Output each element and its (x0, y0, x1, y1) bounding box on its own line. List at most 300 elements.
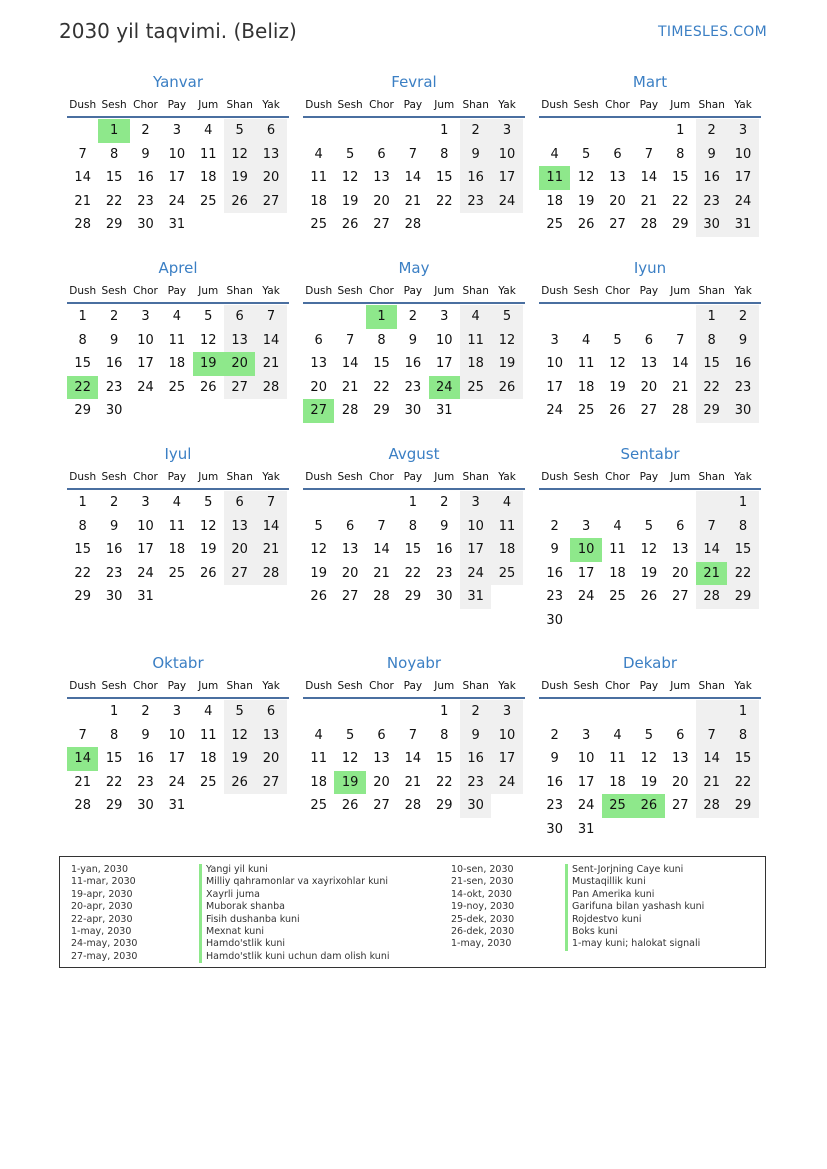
day-cell[interactable]: 8 (109, 727, 119, 743)
day-cell[interactable]: 2 (460, 700, 491, 724)
day-cell[interactable]: 5 (491, 305, 522, 329)
day-cell[interactable]: 17 (168, 170, 186, 185)
day-cell[interactable]: 4 (314, 146, 323, 162)
day-cell[interactable]: 29 (74, 403, 91, 418)
day-cell[interactable]: 11 (491, 515, 522, 539)
day-cell[interactable]: 6 (255, 700, 286, 724)
day-cell[interactable]: 20 (255, 166, 286, 190)
day-cell[interactable]: 13 (224, 329, 255, 353)
day-cell[interactable]: 23 (460, 190, 491, 214)
day-cell[interactable]: 2 (440, 495, 449, 510)
day-cell[interactable]: 19 (224, 747, 255, 771)
day-cell[interactable]: 23 (137, 193, 154, 209)
day-cell[interactable]: 11 (539, 166, 570, 190)
day-cell[interactable]: 26 (633, 794, 664, 818)
day-cell[interactable]: 13 (609, 170, 626, 185)
day-cell[interactable]: 17 (546, 379, 563, 395)
day-cell[interactable]: 28 (640, 217, 658, 232)
day-cell[interactable]: 21 (255, 352, 286, 376)
day-cell[interactable]: 30 (460, 794, 491, 818)
day-cell[interactable]: 1 (109, 704, 119, 719)
day-cell[interactable]: 26 (341, 217, 359, 232)
day-cell[interactable]: 25 (577, 403, 595, 418)
day-cell[interactable]: 29 (727, 585, 758, 609)
day-cell[interactable]: 10 (137, 332, 154, 348)
day-cell[interactable]: 6 (644, 332, 653, 348)
day-cell[interactable]: 25 (602, 794, 633, 818)
day-cell[interactable]: 24 (137, 565, 154, 581)
day-cell[interactable]: 30 (404, 403, 422, 418)
day-cell[interactable]: 25 (199, 193, 217, 209)
day-cell[interactable]: 23 (460, 771, 491, 795)
day-cell[interactable]: 7 (345, 332, 355, 348)
day-cell[interactable]: 9 (550, 542, 559, 557)
day-cell[interactable]: 5 (345, 727, 355, 743)
day-cell[interactable]: 2 (109, 495, 119, 510)
day-cell[interactable]: 26 (577, 217, 595, 232)
day-cell[interactable]: 4 (314, 727, 323, 743)
day-cell[interactable]: 3 (172, 704, 181, 719)
day-cell[interactable]: 31 (168, 798, 186, 813)
day-cell[interactable]: 15 (404, 542, 422, 557)
day-cell[interactable]: 22 (435, 774, 453, 790)
day-cell[interactable]: 1 (440, 123, 449, 138)
day-cell[interactable]: 21 (255, 538, 286, 562)
day-cell[interactable]: 13 (255, 143, 286, 167)
day-cell[interactable]: 17 (577, 565, 595, 581)
day-cell[interactable]: 15 (435, 170, 453, 185)
day-cell[interactable]: 30 (546, 612, 563, 628)
day-cell[interactable]: 9 (109, 332, 119, 348)
day-cell[interactable]: 21 (404, 193, 422, 209)
day-cell[interactable]: 8 (676, 146, 685, 162)
day-cell[interactable]: 14 (640, 170, 658, 185)
day-cell[interactable]: 23 (727, 376, 758, 400)
day-cell[interactable]: 25 (168, 565, 186, 581)
day-cell[interactable]: 19 (224, 166, 255, 190)
day-cell[interactable]: 9 (727, 329, 758, 353)
day-cell[interactable]: 3 (581, 727, 591, 743)
day-cell[interactable]: 20 (373, 193, 390, 209)
day-cell[interactable]: 24 (168, 774, 186, 790)
day-cell[interactable]: 18 (168, 356, 186, 371)
day-cell[interactable]: 6 (224, 491, 255, 515)
day-cell[interactable]: 27 (671, 798, 689, 813)
day-cell[interactable]: 17 (727, 166, 758, 190)
day-cell[interactable]: 10 (570, 538, 601, 562)
day-cell[interactable]: 3 (550, 332, 559, 348)
day-cell[interactable]: 21 (341, 379, 359, 395)
day-cell[interactable]: 24 (546, 403, 563, 418)
day-cell[interactable]: 19 (341, 193, 359, 209)
day-cell[interactable]: 3 (172, 123, 181, 138)
day-cell[interactable]: 27 (255, 190, 286, 214)
day-cell[interactable]: 31 (435, 403, 453, 418)
day-cell[interactable]: 25 (310, 798, 327, 813)
day-cell[interactable]: 12 (199, 518, 217, 534)
day-cell[interactable]: 12 (224, 143, 255, 167)
day-cell[interactable]: 4 (204, 123, 213, 138)
day-cell[interactable]: 7 (644, 146, 653, 162)
day-cell[interactable]: 18 (546, 193, 563, 209)
day-cell[interactable]: 6 (345, 518, 355, 534)
day-cell[interactable]: 7 (408, 146, 417, 162)
day-cell[interactable]: 27 (671, 589, 689, 604)
day-cell[interactable]: 15 (74, 542, 91, 557)
day-cell[interactable]: 12 (199, 332, 217, 348)
day-cell[interactable]: 4 (613, 518, 622, 534)
day-cell[interactable]: 23 (696, 190, 727, 214)
day-cell[interactable]: 12 (640, 542, 658, 557)
day-cell[interactable]: 14 (74, 170, 91, 185)
day-cell[interactable]: 19 (491, 352, 522, 376)
day-cell[interactable]: 13 (671, 542, 689, 557)
day-cell[interactable]: 28 (696, 794, 727, 818)
day-cell[interactable]: 10 (168, 146, 186, 162)
day-cell[interactable]: 10 (491, 143, 522, 167)
day-cell[interactable]: 9 (141, 727, 150, 743)
day-cell[interactable]: 16 (727, 352, 758, 376)
brand-logo-text[interactable]: TIMESLES.COM (658, 24, 767, 40)
day-cell[interactable]: 21 (640, 193, 658, 209)
day-cell[interactable]: 18 (609, 774, 626, 790)
day-cell[interactable]: 12 (310, 542, 327, 557)
day-cell[interactable]: 12 (224, 724, 255, 748)
day-cell[interactable]: 7 (255, 305, 286, 329)
day-cell[interactable]: 5 (314, 518, 323, 534)
day-cell[interactable]: 30 (137, 217, 154, 232)
day-cell[interactable]: 29 (105, 217, 123, 232)
day-cell[interactable]: 28 (373, 589, 390, 604)
day-cell[interactable]: 23 (105, 565, 123, 581)
day-cell[interactable]: 16 (404, 356, 422, 371)
day-cell[interactable]: 18 (199, 170, 217, 185)
day-cell[interactable]: 24 (429, 376, 460, 400)
day-cell[interactable]: 22 (435, 193, 453, 209)
day-cell[interactable]: 22 (727, 771, 758, 795)
day-cell[interactable]: 2 (460, 119, 491, 143)
day-cell[interactable]: 16 (546, 565, 563, 581)
day-cell[interactable]: 19 (199, 542, 217, 557)
day-cell[interactable]: 30 (435, 589, 453, 604)
day-cell[interactable]: 19 (609, 379, 626, 395)
day-cell[interactable]: 12 (609, 356, 626, 371)
day-cell[interactable]: 31 (727, 213, 758, 237)
day-cell[interactable]: 9 (460, 724, 491, 748)
day-cell[interactable]: 14 (255, 515, 286, 539)
day-cell[interactable]: 16 (696, 166, 727, 190)
day-cell[interactable]: 6 (255, 119, 286, 143)
day-cell[interactable]: 6 (613, 146, 622, 162)
day-cell[interactable]: 13 (671, 751, 689, 766)
day-cell[interactable]: 19 (577, 193, 595, 209)
day-cell[interactable]: 18 (310, 774, 327, 790)
day-cell[interactable]: 16 (460, 166, 491, 190)
day-cell[interactable]: 4 (491, 491, 522, 515)
day-cell[interactable]: 3 (440, 309, 449, 324)
day-cell[interactable]: 15 (696, 352, 727, 376)
day-cell[interactable]: 3 (141, 309, 150, 324)
day-cell[interactable]: 26 (224, 771, 255, 795)
day-cell[interactable]: 25 (168, 379, 186, 395)
day-cell[interactable]: 6 (676, 727, 685, 743)
day-cell[interactable]: 5 (224, 700, 255, 724)
day-cell[interactable]: 1 (676, 123, 685, 138)
day-cell[interactable]: 1 (727, 491, 758, 515)
day-cell[interactable]: 24 (137, 379, 154, 395)
day-cell[interactable]: 6 (377, 727, 386, 743)
day-cell[interactable]: 26 (224, 190, 255, 214)
day-cell[interactable]: 2 (141, 704, 150, 719)
day-cell[interactable]: 27 (609, 217, 626, 232)
day-cell[interactable]: 11 (168, 332, 186, 348)
day-cell[interactable]: 29 (74, 589, 91, 604)
day-cell[interactable]: 20 (255, 747, 286, 771)
day-cell[interactable]: 24 (460, 562, 491, 586)
day-cell[interactable]: 5 (204, 309, 213, 324)
day-cell[interactable]: 15 (74, 356, 91, 371)
day-cell[interactable]: 15 (727, 538, 758, 562)
day-cell[interactable]: 22 (373, 379, 390, 395)
day-cell[interactable]: 26 (640, 589, 658, 604)
day-cell[interactable]: 13 (341, 542, 359, 557)
day-cell[interactable]: 8 (696, 329, 727, 353)
day-cell[interactable]: 16 (105, 542, 123, 557)
day-cell[interactable]: 15 (105, 751, 123, 766)
day-cell[interactable]: 17 (137, 542, 154, 557)
day-cell[interactable]: 1 (98, 119, 129, 143)
day-cell[interactable]: 1 (408, 495, 417, 510)
day-cell[interactable]: 4 (613, 727, 622, 743)
day-cell[interactable]: 17 (168, 751, 186, 766)
day-cell[interactable]: 19 (334, 771, 365, 795)
day-cell[interactable]: 26 (609, 403, 626, 418)
day-cell[interactable]: 17 (460, 538, 491, 562)
day-cell[interactable]: 11 (168, 518, 186, 534)
day-cell[interactable]: 21 (74, 774, 91, 790)
day-cell[interactable]: 9 (460, 143, 491, 167)
day-cell[interactable]: 25 (609, 589, 626, 604)
day-cell[interactable]: 10 (435, 332, 453, 348)
day-cell[interactable]: 8 (78, 332, 87, 348)
day-cell[interactable]: 29 (727, 794, 758, 818)
day-cell[interactable]: 27 (255, 771, 286, 795)
day-cell[interactable]: 2 (408, 309, 417, 324)
day-cell[interactable]: 12 (577, 170, 595, 185)
day-cell[interactable]: 18 (168, 542, 186, 557)
day-cell[interactable]: 15 (727, 747, 758, 771)
day-cell[interactable]: 18 (609, 565, 626, 581)
day-cell[interactable]: 10 (577, 751, 595, 766)
day-cell[interactable]: 27 (373, 217, 390, 232)
day-cell[interactable]: 9 (440, 518, 449, 534)
day-cell[interactable]: 4 (172, 309, 181, 324)
day-cell[interactable]: 12 (640, 751, 658, 766)
day-cell[interactable]: 1 (696, 305, 727, 329)
day-cell[interactable]: 1 (366, 305, 397, 329)
day-cell[interactable]: 29 (435, 798, 453, 813)
day-cell[interactable]: 18 (310, 193, 327, 209)
day-cell[interactable]: 24 (577, 589, 595, 604)
day-cell[interactable]: 5 (581, 146, 591, 162)
day-cell[interactable]: 22 (696, 376, 727, 400)
day-cell[interactable]: 14 (671, 356, 689, 371)
day-cell[interactable]: 15 (671, 170, 689, 185)
day-cell[interactable]: 5 (204, 495, 213, 510)
day-cell[interactable]: 3 (491, 119, 522, 143)
day-cell[interactable]: 14 (255, 329, 286, 353)
day-cell[interactable]: 6 (377, 146, 386, 162)
day-cell[interactable]: 23 (105, 379, 123, 395)
day-cell[interactable]: 23 (137, 774, 154, 790)
day-cell[interactable]: 8 (440, 146, 449, 162)
day-cell[interactable]: 7 (408, 727, 417, 743)
day-cell[interactable]: 2 (550, 727, 559, 743)
day-cell[interactable]: 28 (404, 798, 422, 813)
day-cell[interactable]: 26 (491, 376, 522, 400)
day-cell[interactable]: 9 (550, 751, 559, 766)
day-cell[interactable]: 10 (168, 727, 186, 743)
day-cell[interactable]: 20 (341, 565, 359, 581)
day-cell[interactable]: 28 (696, 585, 727, 609)
day-cell[interactable]: 22 (727, 562, 758, 586)
day-cell[interactable]: 19 (640, 565, 658, 581)
day-cell[interactable]: 22 (67, 376, 98, 400)
day-cell[interactable]: 28 (255, 376, 286, 400)
day-cell[interactable]: 11 (577, 356, 595, 371)
day-cell[interactable]: 26 (310, 589, 327, 604)
day-cell[interactable]: 21 (404, 774, 422, 790)
day-cell[interactable]: 5 (345, 146, 355, 162)
day-cell[interactable]: 29 (696, 399, 727, 423)
day-cell[interactable]: 16 (137, 170, 154, 185)
day-cell[interactable]: 14 (404, 170, 422, 185)
day-cell[interactable]: 31 (168, 217, 186, 232)
day-cell[interactable]: 17 (137, 356, 154, 371)
day-cell[interactable]: 10 (137, 518, 154, 534)
day-cell[interactable]: 19 (640, 774, 658, 790)
day-cell[interactable]: 13 (373, 751, 390, 766)
day-cell[interactable]: 2 (727, 305, 758, 329)
day-cell[interactable]: 10 (491, 724, 522, 748)
day-cell[interactable]: 15 (435, 751, 453, 766)
day-cell[interactable]: 30 (727, 399, 758, 423)
day-cell[interactable]: 30 (137, 798, 154, 813)
day-cell[interactable]: 7 (696, 724, 727, 748)
day-cell[interactable]: 26 (341, 798, 359, 813)
day-cell[interactable]: 8 (377, 332, 386, 348)
day-cell[interactable]: 7 (676, 332, 685, 348)
day-cell[interactable]: 11 (310, 170, 327, 185)
day-cell[interactable]: 20 (609, 193, 626, 209)
day-cell[interactable]: 14 (341, 356, 359, 371)
day-cell[interactable]: 2 (141, 123, 150, 138)
day-cell[interactable]: 21 (696, 771, 727, 795)
day-cell[interactable]: 27 (341, 589, 359, 604)
day-cell[interactable]: 14 (373, 542, 390, 557)
day-cell[interactable]: 21 (373, 565, 390, 581)
day-cell[interactable]: 29 (105, 798, 123, 813)
day-cell[interactable]: 18 (460, 352, 491, 376)
day-cell[interactable]: 17 (491, 166, 522, 190)
day-cell[interactable]: 1 (78, 495, 87, 510)
day-cell[interactable]: 25 (546, 217, 563, 232)
day-cell[interactable]: 5 (644, 518, 653, 534)
day-cell[interactable]: 6 (224, 305, 255, 329)
day-cell[interactable]: 21 (671, 379, 689, 395)
day-cell[interactable]: 24 (168, 193, 186, 209)
day-cell[interactable]: 16 (460, 747, 491, 771)
day-cell[interactable]: 19 (310, 565, 327, 581)
day-cell[interactable]: 27 (303, 399, 334, 423)
day-cell[interactable]: 7 (377, 518, 386, 534)
day-cell[interactable]: 4 (460, 305, 491, 329)
day-cell[interactable]: 30 (105, 589, 123, 604)
day-cell[interactable]: 14 (696, 747, 727, 771)
day-cell[interactable]: 9 (696, 143, 727, 167)
day-cell[interactable]: 17 (435, 356, 453, 371)
day-cell[interactable]: 11 (460, 329, 491, 353)
day-cell[interactable]: 27 (373, 798, 390, 813)
day-cell[interactable]: 26 (199, 379, 217, 395)
day-cell[interactable]: 5 (613, 332, 622, 348)
day-cell[interactable]: 18 (491, 538, 522, 562)
day-cell[interactable]: 25 (310, 217, 327, 232)
day-cell[interactable]: 3 (141, 495, 150, 510)
day-cell[interactable]: 9 (408, 332, 417, 348)
day-cell[interactable]: 20 (671, 774, 689, 790)
day-cell[interactable]: 28 (255, 562, 286, 586)
day-cell[interactable]: 3 (581, 518, 591, 534)
day-cell[interactable]: 5 (224, 119, 255, 143)
day-cell[interactable]: 2 (696, 119, 727, 143)
day-cell[interactable]: 18 (577, 379, 595, 395)
day-cell[interactable]: 28 (74, 217, 91, 232)
day-cell[interactable]: 18 (199, 751, 217, 766)
day-cell[interactable]: 28 (671, 403, 689, 418)
day-cell[interactable]: 27 (224, 562, 255, 586)
day-cell[interactable]: 25 (460, 376, 491, 400)
day-cell[interactable]: 10 (546, 356, 563, 371)
day-cell[interactable]: 31 (460, 585, 491, 609)
day-cell[interactable]: 22 (671, 193, 689, 209)
day-cell[interactable]: 8 (408, 518, 417, 534)
day-cell[interactable]: 23 (435, 565, 453, 581)
day-cell[interactable]: 2 (109, 309, 119, 324)
day-cell[interactable]: 28 (341, 403, 359, 418)
day-cell[interactable]: 4 (172, 495, 181, 510)
day-cell[interactable]: 20 (310, 379, 327, 395)
day-cell[interactable]: 30 (546, 821, 563, 837)
day-cell[interactable]: 3 (491, 700, 522, 724)
day-cell[interactable]: 1 (727, 700, 758, 724)
day-cell[interactable]: 4 (204, 704, 213, 719)
day-cell[interactable]: 22 (105, 193, 123, 209)
day-cell[interactable]: 20 (224, 352, 255, 376)
day-cell[interactable]: 27 (640, 403, 658, 418)
day-cell[interactable]: 2 (550, 518, 559, 534)
day-cell[interactable]: 31 (577, 821, 595, 837)
day-cell[interactable]: 15 (105, 170, 123, 185)
day-cell[interactable]: 13 (224, 515, 255, 539)
day-cell[interactable]: 31 (137, 589, 154, 604)
day-cell[interactable]: 4 (550, 146, 559, 162)
day-cell[interactable]: 16 (435, 542, 453, 557)
day-cell[interactable]: 23 (404, 379, 422, 395)
day-cell[interactable]: 8 (727, 515, 758, 539)
day-cell[interactable]: 9 (141, 146, 150, 162)
day-cell[interactable]: 8 (727, 724, 758, 748)
